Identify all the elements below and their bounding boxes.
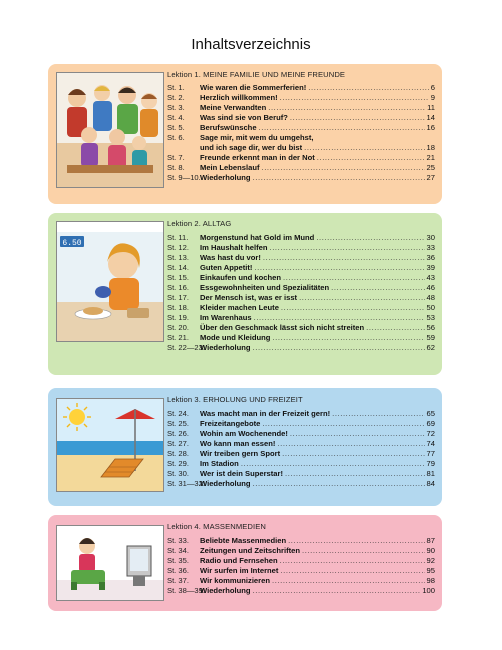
dot-leader [262,163,425,173]
lesson-number: St. 16. [167,283,189,292]
lesson-number: St. 36. [167,566,189,575]
lesson-title-text: Freizeitangebote [200,419,261,428]
lesson-title: Lektion 4. MASSENMEDIEN [167,522,266,531]
page-number: 9 [430,93,435,102]
lesson-title-text: Kleider machen Leute [200,303,279,312]
lesson-number: St. 35. [167,556,189,565]
dot-leader [308,83,428,93]
lesson-title-text: Wo kann man essen! [200,439,276,448]
lesson-title-text: Freunde erkennt man in der Not [200,153,315,162]
lesson-number: St. 29. [167,459,189,468]
lesson-number: St. 8. [167,163,185,172]
toc-entry[interactable] [167,536,435,546]
toc-entry[interactable] [167,243,435,253]
toc-list [167,83,435,183]
page-number: 87 [426,536,435,545]
lesson-number: St. 22—23. [167,343,205,352]
page-number: 11 [427,103,435,112]
toc-entry[interactable] [167,576,435,586]
lesson-number: St. 6. [167,133,185,142]
dot-leader [259,123,425,133]
lesson-number: St. 33. [167,536,189,545]
dot-leader [254,263,424,273]
toc-entry[interactable] [167,143,435,153]
page-number: 56 [426,323,435,332]
dot-leader [288,536,424,546]
toc-list [167,233,435,353]
dot-leader [331,283,424,293]
toc-entry[interactable] [167,469,435,479]
lesson-title-text: Sage mir, mit wem du umgehst, [200,133,314,142]
lesson-number: St. 34. [167,546,189,555]
lesson-title-text: Guten Appetit! [200,263,253,272]
lesson-title-text: Morgenstund hat Gold im Mund [200,233,315,242]
toc-entry[interactable] [167,439,435,449]
lesson-3-section [48,388,442,506]
lesson-title-text: Wir treiben gern Sport [200,449,281,458]
page-number: 92 [426,556,435,565]
lesson-title-text: Über den Geschmack lässt sich nicht streiten [200,323,365,332]
lesson-4-section [48,515,442,611]
lesson-title-text: Radio und Fernsehen [200,556,278,565]
dot-leader [280,93,429,103]
dot-leader [272,333,424,343]
lesson-number: St. 25. [167,419,189,428]
lesson-number: St. 19. [167,313,189,322]
lesson-title-text: Zeitungen und Zeitschriften [200,546,300,555]
lesson-title-text: Mein Lebenslauf [200,163,260,172]
dot-leader [280,556,425,566]
lesson-number: St. 12. [167,243,189,252]
toc-entry[interactable] [167,429,435,439]
toc-entry[interactable] [167,273,435,283]
page-number: 84 [426,479,435,488]
lesson-title-text: Was macht man in der Freizeit gern! [200,409,331,418]
toc-entry[interactable] [167,93,435,103]
lesson-title-text: Wohin am Wochenende! [200,429,288,438]
lesson-number: St. 2. [167,93,185,102]
toc-entry[interactable] [167,546,435,556]
page-number: 50 [426,303,435,312]
toc-entry[interactable] [167,263,435,273]
page-number: 74 [426,439,435,448]
dot-leader [253,173,425,183]
toc-entry[interactable] [167,323,435,333]
toc-entry[interactable] [167,173,435,183]
lesson-number: St. 15. [167,273,189,282]
toc-entry[interactable] [167,153,435,163]
page-number: 79 [426,459,435,468]
toc-entry[interactable] [167,459,435,469]
page-number: 98 [426,576,435,585]
toc-entry[interactable] [167,556,435,566]
page-number: 77 [426,449,435,458]
toc-list [167,409,435,489]
page-number: 72 [426,429,435,438]
dot-leader [280,566,424,576]
toc-entry[interactable] [167,586,435,596]
lesson-number: St. 31—32. [167,479,205,488]
tv-watching-illustration [56,525,164,601]
toc-entry[interactable] [167,419,435,429]
dot-leader [366,323,424,333]
dot-leader [332,409,424,419]
lesson-1-section [48,64,442,204]
toc-list [167,536,435,596]
dot-leader [282,449,424,459]
lesson-title-text: und ich sage dir, wer du bist [200,143,303,152]
lesson-number: St. 14. [167,263,189,272]
lesson-title-text: Wir kommunizieren [200,576,270,585]
page-number: 95 [426,566,435,575]
lesson-number: St. 13. [167,253,189,262]
page-number: 6 [430,83,435,92]
lesson-title: Lektion 3. ERHOLUNG UND FREIZEIT [167,395,303,404]
toc-entry[interactable] [167,283,435,293]
lesson-number: St. 4. [167,113,185,122]
dot-leader [263,253,425,263]
page-number: 16 [426,123,435,132]
lesson-number: St. 18. [167,303,189,312]
dot-leader [304,143,424,153]
dot-leader [268,103,425,113]
page-number: 21 [426,153,435,162]
dot-leader [299,293,424,303]
lesson-number: St. 27. [167,439,189,448]
lesson-title: Lektion 1. MEINE FAMILIE UND MEINE FREUNDE [167,70,346,79]
toc-entry[interactable] [167,253,435,263]
lesson-title-text: Mode und Kleidung [200,333,271,342]
lesson-title-text: Im Warenhaus [200,313,252,322]
lesson-number: St. 28. [167,449,189,458]
page-number: 53 [426,313,435,322]
toc-entry[interactable] [167,133,435,143]
page-number: 27 [426,173,435,182]
lesson-title-text: Was sind sie von Beruf? [200,113,288,122]
lesson-title-text: Wer ist dein Superstar! [200,469,283,478]
toc-entry[interactable] [167,303,435,313]
dot-leader [281,303,425,313]
dot-leader [290,429,425,439]
toc-entry[interactable] [167,103,435,113]
breakfast-illustration [56,221,164,342]
lesson-number: St. 17. [167,293,189,302]
dot-leader [253,479,425,489]
dot-leader [277,439,424,449]
lesson-title-text: Wir surfen im Internet [200,566,279,575]
lesson-title-text: Berufswünsche [200,123,257,132]
dot-leader [262,419,424,429]
toc-entry[interactable] [167,449,435,459]
lesson-title-text: Wiederholung [200,586,251,595]
toc-entry[interactable] [167,313,435,323]
lesson-title-text: Essgewohnheiten und Spezialitäten [200,283,330,292]
dot-leader [270,243,425,253]
dot-leader [272,576,425,586]
dot-leader [290,113,425,123]
page-number: 100 [422,586,435,595]
lesson-title-text: Wiederholung [200,343,251,352]
lesson-number: St. 1. [167,83,185,92]
lesson-number: St. 24. [167,409,189,418]
page-number: 36 [426,253,435,262]
lesson-number: St. 38—39. [167,586,205,595]
page-number: 18 [426,143,435,152]
dot-leader [302,546,425,556]
lesson-number: St. 7. [167,153,185,162]
lesson-title-text: Im Stadion [200,459,239,468]
lesson-title-text: Beliebte Massenmedien [200,536,287,545]
lesson-title: Lektion 2. ALLTAG [167,219,232,228]
page-number: 81 [426,469,435,478]
lesson-title-text: Im Haushalt helfen [200,243,268,252]
lesson-title-text: Herzlich willkommen! [200,93,278,102]
toc-entry[interactable] [167,293,435,303]
lesson-number: St. 21. [167,333,189,342]
dot-leader [253,343,425,353]
lesson-title-text: Einkaufen und kochen [200,273,282,282]
dot-leader [241,459,425,469]
page-number: 65 [426,409,435,418]
lesson-number: St. 20. [167,323,189,332]
lesson-2-section [48,213,442,375]
lesson-number: St. 3. [167,103,185,112]
lesson-number: St. 30. [167,469,189,478]
page-number: 14 [426,113,435,122]
page-number: 39 [426,263,435,272]
dot-leader [254,313,425,323]
dot-leader [253,586,421,596]
page-number: 90 [426,546,435,555]
lesson-number: St. 11. [167,233,189,242]
page-number: 69 [426,419,435,428]
page-number: 33 [426,243,435,252]
lesson-title-text: Meine Verwandten [200,103,267,112]
page-number: 62 [426,343,435,352]
dot-leader [317,153,425,163]
page-number: 25 [426,163,435,172]
lesson-title-text: Der Mensch ist, was er isst [200,293,298,302]
toc-entry[interactable] [167,123,435,133]
page-number: 43 [426,273,435,282]
dot-leader [283,273,425,283]
lesson-number: St. 37. [167,576,189,585]
clock-display: 6.50 [62,239,82,248]
lesson-number: St. 26. [167,429,189,438]
page-title: Inhaltsverzeichnis [191,36,311,53]
lesson-title-text: Wiederholung [200,173,251,182]
toc-entry[interactable] [167,233,435,243]
toc-entry[interactable] [167,409,435,419]
toc-entry[interactable] [167,163,435,173]
page-number: 59 [426,333,435,342]
lesson-number: St. 9—10. [167,173,201,182]
lesson-number: St. 5. [167,123,185,132]
toc-entry[interactable] [167,566,435,576]
toc-entry[interactable] [167,83,435,93]
lesson-title-text: Wiederholung [200,479,251,488]
toc-entry[interactable] [167,479,435,489]
page-number: 30 [426,233,435,242]
dot-leader [316,233,424,243]
page-number: 48 [426,293,435,302]
family-illustration [56,72,164,188]
dot-leader [285,469,425,479]
page-number: 46 [426,283,435,292]
beach-illustration [56,398,164,492]
toc-entry[interactable] [167,343,435,353]
toc-entry[interactable] [167,113,435,123]
lesson-title-text: Wie waren die Sommerferien! [200,83,307,92]
toc-entry[interactable] [167,333,435,343]
lesson-title-text: Was hast du vor! [200,253,261,262]
